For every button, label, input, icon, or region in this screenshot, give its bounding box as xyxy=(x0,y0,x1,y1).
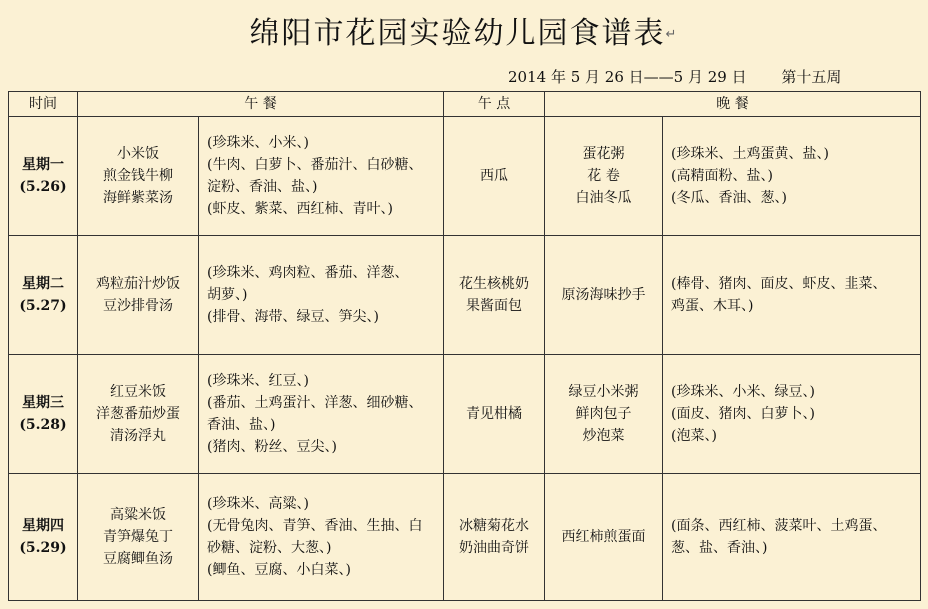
lunch-ingredient-line: (无骨兔肉、青笋、香油、生抽、白 xyxy=(207,518,423,534)
dinner-dish: 原汤海味抄手 xyxy=(561,287,646,303)
lunch-dishes-cell xyxy=(78,236,199,355)
header-time: 时间 xyxy=(9,92,78,117)
lunch-ingredient-line: 胡萝、) xyxy=(207,287,248,303)
day-name: 星期四 xyxy=(22,518,64,534)
snack-item: 青见柑橘 xyxy=(466,406,523,422)
lunch-ingredient-line: (珍珠米、鸡肉粒、番茄、洋葱、 xyxy=(207,265,409,281)
week-number: 第十五周 xyxy=(781,68,842,86)
lunch-dish: 小米饭 xyxy=(117,146,159,162)
dinner-dish: 蛋花粥 xyxy=(582,146,625,162)
dinner-ingredient-line: (高精面粉、盐、) xyxy=(671,168,773,184)
title-text: 绵阳市花园实验幼儿园食谱表 xyxy=(249,16,666,51)
lunch-dish: 清汤浮丸 xyxy=(110,428,166,444)
lunch-ingredient-line: (珍珠米、小米、) xyxy=(207,135,309,151)
lunch-dish: 煎金钱牛柳 xyxy=(103,168,173,184)
lunch-dish: 洋葱番茄炒蛋 xyxy=(96,406,180,422)
dinner-ingredient-line: (泡菜、) xyxy=(671,428,717,444)
lunch-ingredient-line: 香油、盐、) xyxy=(207,417,276,433)
day-date: (5.26) xyxy=(19,179,67,195)
menu-table xyxy=(8,91,921,601)
dinner-dishes-cell xyxy=(545,355,663,474)
dinner-dish: 白油冬瓜 xyxy=(575,190,632,206)
dinner-ingredient-line: (珍珠米、小米、绿豆、) xyxy=(671,384,815,400)
dinner-ingredient-line: (面条、西红柿、菠菜叶、土鸡蛋、 xyxy=(671,518,887,534)
table-row xyxy=(9,236,921,355)
dinner-dish: 绿豆小米粥 xyxy=(568,384,639,400)
dinner-ingredient-line: (棒骨、猪肉、面皮、虾皮、韭菜、 xyxy=(671,276,887,292)
table-row xyxy=(9,474,921,601)
lunch-dish: 红豆米饭 xyxy=(110,384,166,400)
day-name: 星期二 xyxy=(22,276,64,292)
page-title xyxy=(0,8,928,52)
dinner-dish: 炒泡菜 xyxy=(582,428,625,444)
lunch-ingredients-cell xyxy=(199,355,444,474)
lunch-dish: 豆沙排骨汤 xyxy=(103,298,173,314)
snack-item: 冰糖菊花水 xyxy=(459,518,530,534)
lunch-ingredient-line: (珍珠米、高粱、) xyxy=(207,496,309,512)
dinner-dishes-cell xyxy=(545,117,663,236)
paragraph-mark-icon: ↵ xyxy=(665,27,679,42)
dinner-dish: 西红柿煎蛋面 xyxy=(561,529,646,545)
dinner-ingredients-cell xyxy=(663,236,921,355)
dinner-dishes-cell xyxy=(545,474,663,601)
snack-item: 西瓜 xyxy=(480,168,509,184)
dinner-dish: 花 卷 xyxy=(587,168,620,184)
dinner-ingredient-line: (珍珠米、土鸡蛋黄、盐、) xyxy=(671,146,829,162)
table-row xyxy=(9,117,921,236)
day-cell xyxy=(9,117,78,236)
dinner-ingredients-cell xyxy=(663,474,921,601)
dinner-ingredient-line: 鸡蛋、木耳、) xyxy=(671,298,754,314)
snack-cell xyxy=(444,355,545,474)
header-lunch: 午 餐 xyxy=(78,92,444,117)
lunch-ingredients-cell xyxy=(199,236,444,355)
lunch-ingredient-line: (虾皮、紫菜、西红柿、青叶、) xyxy=(207,201,393,217)
dinner-ingredient-line: 葱、盐、香油、) xyxy=(671,540,768,556)
lunch-ingredient-line: (番茄、土鸡蛋汁、洋葱、细砂糖、 xyxy=(207,395,423,411)
lunch-dishes-cell xyxy=(78,474,199,601)
day-date: (5.28) xyxy=(19,417,67,433)
menu-body xyxy=(9,117,921,601)
snack-item: 果酱面包 xyxy=(466,298,523,314)
date-range: 2014 年 5 月 26 日——5 月 29 日 xyxy=(508,68,747,86)
lunch-ingredient-line: (珍珠米、红豆、) xyxy=(207,373,309,389)
lunch-dish: 海鲜紫菜汤 xyxy=(103,190,173,206)
snack-item: 奶油曲奇饼 xyxy=(459,540,530,556)
lunch-ingredient-line: (鲫鱼、豆腐、小白菜、) xyxy=(207,562,351,578)
day-name: 星期三 xyxy=(22,395,64,411)
lunch-ingredient-line: (猪肉、粉丝、豆尖、) xyxy=(207,439,337,455)
snack-cell xyxy=(444,236,545,355)
dinner-ingredient-line: (面皮、猪肉、白萝卜、) xyxy=(671,406,815,422)
lunch-dishes-cell xyxy=(78,355,199,474)
day-date: (5.27) xyxy=(19,298,67,314)
snack-item: 花生核桃奶 xyxy=(459,276,530,292)
day-cell xyxy=(9,236,78,355)
header-dinner: 晚 餐 xyxy=(545,92,921,117)
dinner-dish: 鲜肉包子 xyxy=(575,406,632,422)
lunch-ingredients-cell xyxy=(199,117,444,236)
lunch-ingredient-line: 淀粉、香油、盐、) xyxy=(207,179,318,195)
table-row xyxy=(9,355,921,474)
lunch-dish: 鸡粒茄汁炒饭 xyxy=(96,276,180,292)
lunch-ingredient-line: (排骨、海带、绿豆、笋尖、) xyxy=(207,309,379,325)
dinner-ingredients-cell xyxy=(663,355,921,474)
day-date: (5.29) xyxy=(19,540,67,556)
dinner-ingredients-cell xyxy=(663,117,921,236)
lunch-ingredient-line: 砂糖、淀粉、大葱、) xyxy=(207,540,332,556)
lunch-dish: 豆腐鲫鱼汤 xyxy=(103,551,173,567)
day-cell xyxy=(9,355,78,474)
day-name: 星期一 xyxy=(22,157,64,173)
snack-cell xyxy=(444,117,545,236)
header-snack: 午 点 xyxy=(444,92,545,117)
lunch-dish: 高粱米饭 xyxy=(110,507,166,523)
lunch-ingredients-cell xyxy=(199,474,444,601)
dinner-dishes-cell xyxy=(545,236,663,355)
dinner-ingredient-line: (冬瓜、香油、葱、) xyxy=(671,190,787,206)
lunch-dishes-cell xyxy=(78,117,199,236)
day-cell xyxy=(9,474,78,601)
lunch-dish: 青笋爆兔丁 xyxy=(103,529,173,545)
date-range-line xyxy=(508,66,841,87)
header-row xyxy=(9,92,921,117)
snack-cell xyxy=(444,474,545,601)
lunch-ingredient-line: (牛肉、白萝卜、番茄汁、白砂糖、 xyxy=(207,157,423,173)
